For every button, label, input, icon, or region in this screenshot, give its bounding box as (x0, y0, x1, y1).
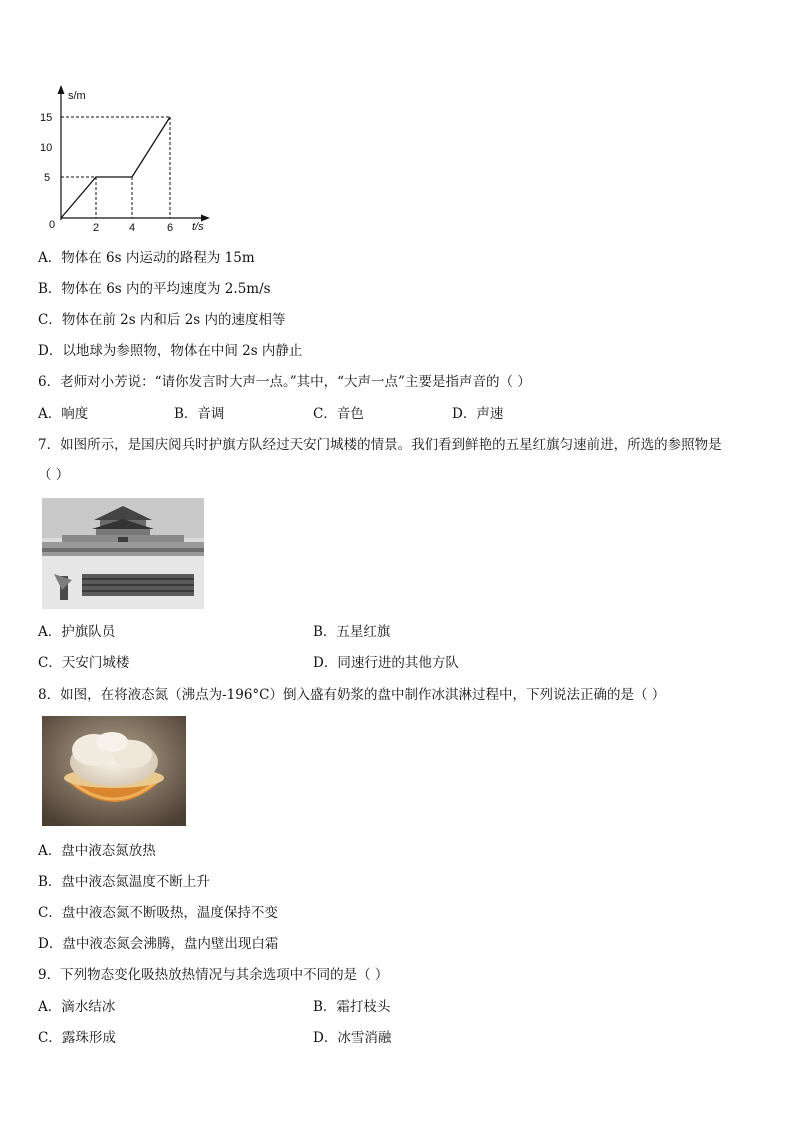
q6-option-d: D．声速 (452, 406, 504, 422)
q8-stem: 8．如图，在将液态氮（沸点为-196°C）倒入盛有奶浆的盘中制作冰淇淋过程中，下列说法正确的是（ ） (38, 687, 666, 703)
q9-option-a: A．滴水结冰 (38, 999, 116, 1015)
q8-option-d: D．盘中液态氮会沸腾，盘内壁出现白霜 (38, 936, 279, 952)
q8-option-c: C．盘中液态氮不断吸热，温度保持不变 (38, 905, 278, 921)
s-t-graph (36, 85, 216, 235)
q7-option-b: B．五星红旗 (313, 624, 391, 640)
graph-line (61, 117, 170, 218)
q8-option-b: B．盘中液态氮温度不断上升 (38, 874, 210, 890)
q7-option-c: C．天安门城楼 (38, 655, 130, 671)
q9-option-d: D．冰雪消融 (313, 1030, 392, 1046)
q6-option-a: A．响度 (38, 406, 89, 422)
q8-option-a: A．盘中液态氮放热 (38, 843, 156, 859)
q7-stem: 7．如图所示，是国庆阅兵时护旗方队经过天安门城楼的情景。我们看到鲜艳的五星红旗匀速前进，所选的参照物是 (38, 437, 722, 453)
x-tick-4: 4 (129, 222, 136, 234)
q7-option-a: A．护旗队员 (38, 624, 116, 640)
q7-option-d: D．同速行进的其他方队 (313, 655, 459, 671)
q9-option-c: C．露珠形成 (38, 1030, 116, 1046)
y-tick-15: 15 (40, 112, 53, 124)
y-axis-arrow (58, 85, 65, 94)
x-axis-label: t/s (192, 221, 204, 233)
q5-option-d: D．以地球为参照物，物体在中间 2s 内静止 (38, 343, 303, 359)
tiananmen-parade-photo (42, 498, 204, 609)
q9-option-b: B．霜打枝头 (313, 999, 391, 1015)
y-tick-10: 10 (40, 142, 53, 154)
q9-stem: 9．下列物态变化吸热放热情况与其余选项中不同的是（ ） (38, 967, 389, 983)
y-axis-label: s/m (68, 90, 86, 102)
q5-option-b: B．物体在 6s 内的平均速度为 2.5m/s (38, 281, 271, 297)
q7-stem-cont: （ ） (38, 467, 70, 483)
x-tick-6: 6 (167, 222, 174, 234)
q6-option-b: B．音调 (174, 406, 225, 422)
origin-label: 0 (49, 219, 56, 231)
q6-option-c: C．音色 (313, 406, 364, 422)
q6-stem: 6．老师对小芳说：“请你发言时大声一点。”其中，“大声一点”主要是指声音的（ ） (38, 374, 531, 390)
liquid-nitrogen-ice-cream-photo (42, 716, 186, 826)
q5-option-c: C．物体在前 2s 内和后 2s 内的速度相等 (38, 312, 286, 328)
x-tick-2: 2 (93, 222, 100, 234)
y-tick-5: 5 (44, 172, 51, 184)
q5-option-a: A．物体在 6s 内运动的路程为 15m (38, 250, 255, 266)
